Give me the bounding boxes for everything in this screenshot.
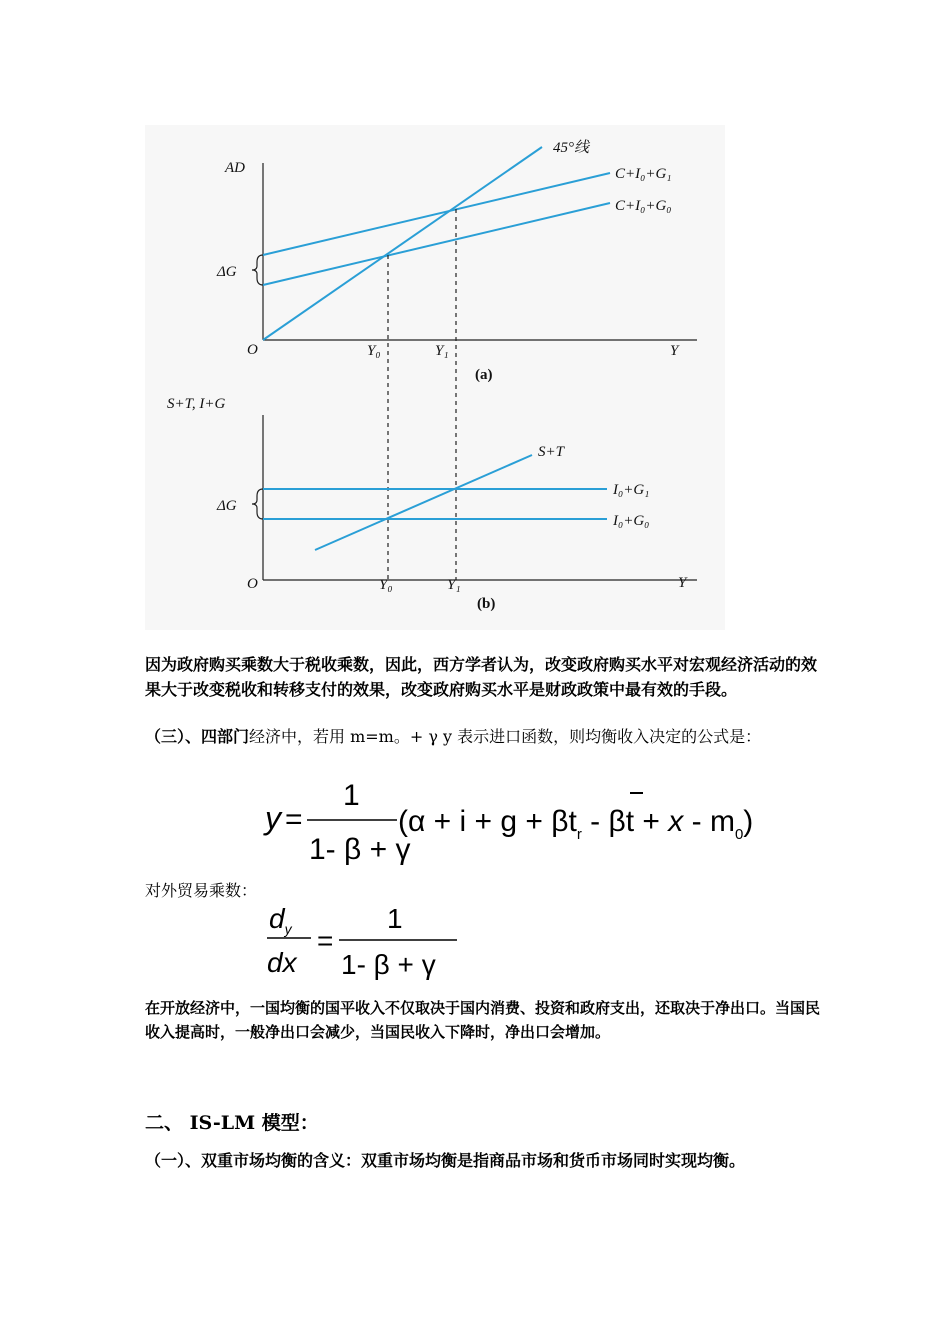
formula2-num xyxy=(269,903,293,937)
formula2-num-sub: y xyxy=(284,921,292,937)
formula2-den: dx xyxy=(267,947,297,978)
formula1-rhs xyxy=(398,805,753,843)
formula1-numerator: 1 xyxy=(343,779,360,812)
label-i0-g1: I₀+G₁ xyxy=(613,482,650,498)
formula1-rhs-a: (α + i + g + βt xyxy=(398,805,577,838)
panel-b-delta-brace xyxy=(252,489,263,519)
trade-multiplier-label: 对外贸易乘数： xyxy=(145,881,258,900)
formula1-lhs: y xyxy=(265,800,281,836)
line-45-degree xyxy=(263,147,542,340)
formula1-rhs-sub: r xyxy=(576,826,582,843)
line-s-plus-t xyxy=(315,455,532,550)
formula1-close: ) xyxy=(743,805,754,838)
panel-b-y-label: S+T, I+G xyxy=(167,396,226,412)
line-c-i0-g1 xyxy=(263,173,610,255)
panel-a-caption: (a) xyxy=(475,367,493,383)
panel-a-origin: O xyxy=(247,342,258,358)
section-heading-is-lm: 二、 IS-LM 模型： xyxy=(145,1112,319,1134)
line-c-i0-g0 xyxy=(263,203,610,285)
panel-a-y-label: AD xyxy=(225,160,245,176)
formula2-eq: = xyxy=(317,925,334,956)
formula1-rhs-c: - m xyxy=(683,805,735,838)
panel-b-tick-y1: Y₁ xyxy=(447,577,461,593)
panel-b-caption: (b) xyxy=(477,596,496,612)
label-c-i0-g0: C+I₀+G₀ xyxy=(615,198,672,214)
panel-a-delta-label: ΔG xyxy=(217,264,237,280)
panel-b-origin: O xyxy=(247,576,258,592)
equilibrium-income-formula xyxy=(265,775,754,867)
formula1-m-sub: 0 xyxy=(734,826,744,843)
paragraph-open-economy: 在开放经济中，一国均衡的国平收入不仅取决于国内消费、投资和政府支出，还取决于净出口。当国民收入提高时，一般净出口会减少，当国民收入下降时，净出口会增加。 xyxy=(145,999,821,1041)
label-c-i0-g1: C+I₀+G₁ xyxy=(615,166,672,182)
paragraph-four-sector-heading: （三）、四部门 xyxy=(145,727,250,746)
formula1-denominator: 1- β + γ xyxy=(309,833,411,866)
label-45-line: 45°线 xyxy=(553,140,589,156)
formula2-num-d: d xyxy=(269,903,285,934)
panel-b-tick-y0: Y₀ xyxy=(379,577,393,593)
formula1-rhs-b: - βt + xyxy=(581,805,669,838)
formula2-denominator: 1- β + γ xyxy=(341,949,436,980)
formula2-svg xyxy=(265,898,475,982)
formula2-numerator: 1 xyxy=(387,903,403,934)
formula1-xbar: x xyxy=(668,805,684,838)
label-i0-g0: I₀+G₀ xyxy=(613,513,650,529)
trade-multiplier-formula xyxy=(265,898,475,982)
formula1-svg xyxy=(265,775,754,867)
paragraph-dual-market: （一）、双重市场均衡的含义：双重市场均衡是指商品市场和货币市场同时实现均衡。 xyxy=(145,1151,746,1170)
panel-a-tick-y0: Y₀ xyxy=(367,343,381,359)
panel-a-tick-y1: Y₁ xyxy=(435,343,449,359)
panel-a-x-label: Y xyxy=(670,343,679,359)
formula1-eq: = xyxy=(285,803,303,836)
panel-b-x-label: Y xyxy=(678,575,687,591)
paragraph-four-sector xyxy=(145,724,825,749)
label-s-plus-t: S+T xyxy=(538,444,564,460)
panel-b-delta-label: ΔG xyxy=(217,498,237,514)
paragraph-four-sector-text: 经济中，若用 m=m。+ γ y 表示进口函数，则均衡收入决定的公式是： xyxy=(249,727,762,746)
panel-a-delta-brace xyxy=(252,255,263,285)
paragraph-government-multiplier: 因为政府购买乘数大于税收乘数，因此，西方学者认为，改变政府购买水平对宏观经济活动的效果大于改变税收和转移支付的效果，改变政府购买水平是财政政策中最有效的手段。 xyxy=(145,655,818,699)
figure-svg xyxy=(145,125,725,630)
keynesian-cross-figure xyxy=(145,125,725,630)
